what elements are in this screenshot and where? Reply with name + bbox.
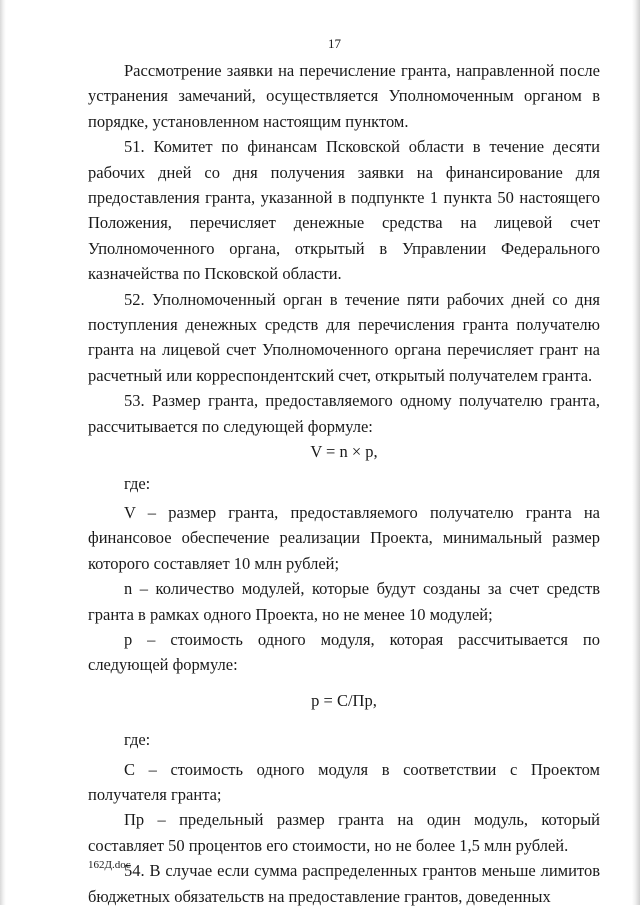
where-label-2: где: xyxy=(124,730,151,750)
formula-module-cost: p = С/Пр, xyxy=(311,690,377,710)
scan-edge-left xyxy=(0,0,6,905)
definition-c: С – стоимость одного модуля в соответствии с Проектом получателя гранта; xyxy=(88,759,600,804)
paragraph-51: 51. Комитет по финансам Псковской области в течение десяти рабочих дней со дня получения заявки на финансирование для предоставления гранта, указанной в подпункте 1 пункта 50 настоящего Положения, перечисляет денежные средства на лицевой счет Уполномоченного органа, открытый в Управлении Федерального казначейства по Псковской области. xyxy=(88,137,600,284)
where-label: где: xyxy=(124,473,151,493)
paragraph-52: 52. Уполномоченный орган в течение пяти рабочих дней со дня поступления денежных средств для перечисления гранта получателю гранта на лицевой счет Уполномоченного органа перечисляет грант на расчетный или корреспондентский счет, открытый получателем гранта. xyxy=(88,289,600,385)
document-body xyxy=(88,58,600,909)
paragraph-53: 53. Размер гранта, предоставляемого одному получателю гранта, рассчитывается по следующей формуле: xyxy=(88,391,600,436)
definition-p: p – стоимость одного модуля, которая рассчитывается по следующей формуле: xyxy=(88,629,600,675)
definition-v: V – размер гранта, предоставляемого получателю гранта на финансовое обеспечение реализации Проекта, минимальный размер которого составляет 10 млн рублей; xyxy=(88,502,600,573)
formula-grant-size: V = n × p, xyxy=(310,442,378,462)
definition-n: n – количество модулей, которые будут созданы за счет средств гранта в рамках одного Проекта, но не менее 10 модулей; xyxy=(88,579,600,624)
page-number: 17 xyxy=(328,36,341,51)
file-name-footer: 162Д.doc xyxy=(88,859,131,871)
scan-edge-right xyxy=(632,0,640,905)
paragraph-review: Рассмотрение заявки на перечисление гранта, направленной после устранения замечаний, осуществляется Уполномоченным органом в порядке, установленном настоящим пунктом. xyxy=(88,61,600,131)
paragraph-54: 54. В случае если сумма распределенных грантов меньше лимитов бюджетных обязательств на предоставление грантов, доведенных xyxy=(88,861,600,906)
definition-pr: Пр – предельный размер гранта на один модуль, который составляет 50 процентов его стоимости, но не более 1,5 млн рублей. xyxy=(88,810,600,855)
